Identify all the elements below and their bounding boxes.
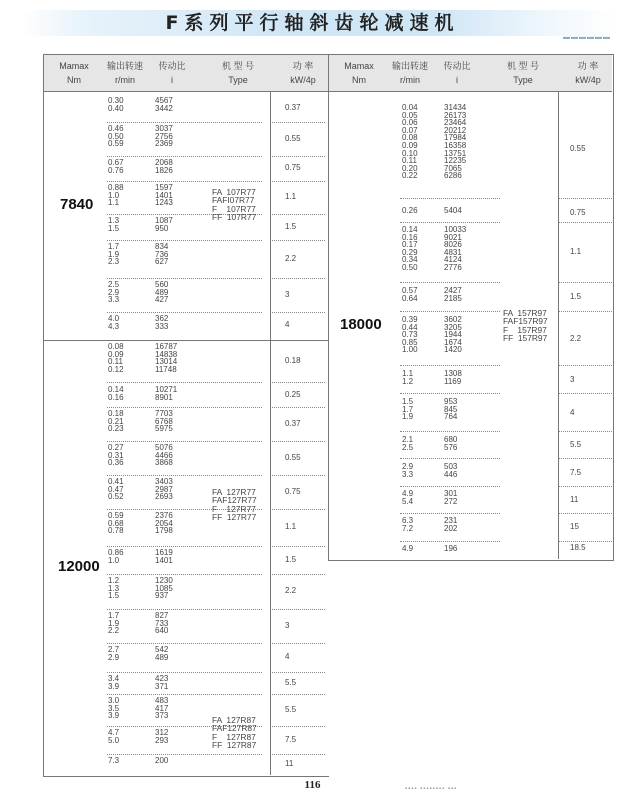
power-cell: 0.75 [570, 207, 586, 217]
group-divider [44, 340, 270, 341]
row-separator [400, 541, 500, 542]
power-separator [559, 541, 612, 542]
ratio-cell: 1308 1169 [444, 369, 462, 386]
row-separator [107, 312, 262, 313]
row-separator [107, 407, 262, 408]
header-type-0-line2: Type [228, 75, 248, 85]
ratio-cell: 312 293 [155, 728, 169, 745]
header-ratio-0 [148, 59, 196, 87]
power-separator [272, 609, 325, 610]
speed-cell: 4.9 [402, 544, 414, 553]
row-separator [400, 198, 500, 199]
power-cell: 18.5 [570, 543, 586, 552]
ratio-cell: 2376 2054 1798 [155, 511, 173, 536]
speed-cell: 0.27 0.31 0.36 [108, 443, 124, 468]
power-separator [559, 198, 612, 199]
ratio-cell: 3403 2987 2693 [155, 477, 173, 502]
power-separator [272, 214, 325, 215]
power-separator [559, 222, 612, 223]
power-cell: 0.55 [285, 133, 301, 143]
power-cell: 1.1 [285, 192, 297, 201]
header-mamax-0 [46, 59, 102, 87]
power-cell: 4 [570, 407, 575, 417]
power-separator [272, 407, 325, 408]
row-separator [107, 754, 262, 755]
row-separator [400, 431, 500, 432]
row-separator [107, 574, 262, 575]
header-speed-1-line1: 输出转速 [391, 61, 428, 71]
power-cell: 0.37 [285, 418, 301, 428]
row-separator [107, 278, 262, 279]
group-divider-power [270, 340, 328, 341]
power-cell: 1.5 [285, 221, 297, 231]
header-ratio-1 [433, 59, 481, 87]
power-cell: 1.5 [285, 554, 297, 564]
power-cell: 11 [570, 494, 579, 504]
power-separator [272, 122, 325, 123]
mamax-value: 12000 [58, 558, 100, 575]
power-cell: 0.55 [285, 452, 301, 462]
ratio-cell: 10271 8901 [155, 385, 178, 402]
power-separator [559, 431, 612, 432]
speed-cell: 0.46 0.50 0.59 [108, 124, 124, 149]
power-separator [272, 156, 325, 157]
row-separator [107, 122, 262, 123]
header-speed-1 [385, 59, 435, 87]
header-type-0-line1: 机 型 号 [221, 61, 254, 71]
power-cell: 0.18 [285, 355, 301, 365]
speed-cell: 0.14 0.16 0.17 0.29 0.34 0.50 [402, 225, 418, 272]
speed-cell: 0.14 0.16 [108, 385, 124, 402]
speed-cell: 4.0 4.3 [108, 314, 120, 331]
type-cell: FA 107R77 FAFI07R77 F 107R77 FF 107R77 [212, 187, 257, 223]
power-separator [272, 574, 325, 575]
header-type-0 [208, 59, 268, 87]
header-mamax-1-line1: Mamax [344, 61, 374, 71]
speed-cell: 1.5 1.7 1.9 [402, 397, 414, 422]
speed-cell: 0.30 0.40 [108, 96, 124, 113]
power-separator [272, 546, 325, 547]
ratio-cell: 196 [444, 544, 458, 553]
header-ratio-1-line1: 传动比 [443, 61, 471, 71]
power-cell: 3 [285, 289, 290, 299]
power-cell: 2.2 [285, 253, 297, 263]
ratio-cell: 542 489 [155, 645, 169, 662]
power-cell: 1.1 [570, 247, 582, 256]
row-separator [400, 513, 500, 514]
header-power-1-line2: kW/4p [575, 75, 601, 85]
power-separator [559, 282, 612, 283]
ratio-cell: 827 733 640 [155, 611, 169, 636]
row-separator [107, 672, 262, 673]
row-separator [107, 643, 262, 644]
ratio-cell: 301 272 [444, 489, 458, 506]
ratio-cell: 2427 2185 [444, 286, 462, 303]
header-mamax-0-line1: Mamax [59, 61, 89, 71]
power-cell: 1.5 [570, 292, 582, 301]
power-column-rule [270, 92, 271, 775]
power-separator [272, 441, 325, 442]
speed-cell: 2.1 2.5 [402, 435, 414, 452]
speed-cell: 1.7 1.9 2.2 [108, 611, 120, 636]
speed-cell: 1.2 1.3 1.5 [108, 576, 120, 601]
power-separator [272, 509, 325, 510]
speed-cell: 0.26 [402, 206, 418, 215]
row-separator [400, 458, 500, 459]
speed-cell: 2.7 2.9 [108, 645, 120, 662]
power-separator [559, 513, 612, 514]
power-cell: 15 [570, 522, 579, 531]
ratio-cell: 1597 1401 1243 [155, 183, 173, 208]
header-power-1 [563, 59, 613, 87]
ratio-cell: 4567 3442 [155, 96, 173, 113]
right-table-frame [328, 54, 614, 561]
speed-cell: 7.3 [108, 756, 120, 765]
header-power-0-line1: 功 率 [292, 61, 314, 71]
row-separator [107, 156, 262, 157]
power-cell: 7.5 [570, 467, 582, 477]
speed-cell: 1.3 1.5 [108, 216, 120, 233]
ratio-cell: 362 333 [155, 314, 169, 331]
header-divider [44, 91, 612, 92]
power-cell: 2.2 [570, 333, 582, 343]
power-cell: 5.5 [570, 440, 582, 449]
ratio-cell: 10033 9021 8026 4831 4124 2776 [444, 225, 467, 272]
power-cell: 2.2 [285, 586, 297, 595]
ratio-cell: 31434 26173 23464 20212 17984 16358 13751 12235 7065 6286 [444, 103, 467, 181]
power-cell: 11 [285, 759, 294, 768]
type-cell: FA 157R97 FAF157R97 F 157R97 FF 157R97 [503, 308, 548, 344]
ratio-cell: 1230 1085 937 [155, 576, 173, 601]
speed-cell: 1.1 1.2 [402, 369, 414, 386]
power-column-rule [558, 92, 559, 559]
ratio-cell: 423 371 [155, 674, 169, 691]
power-separator [272, 643, 325, 644]
speed-cell: 3.0 3.5 3.9 [108, 696, 120, 721]
ratio-cell: 5404 [444, 206, 462, 215]
power-cell: 0.75 [285, 486, 301, 496]
row-separator [400, 222, 500, 223]
power-separator [272, 278, 325, 279]
row-separator [400, 365, 500, 366]
ratio-cell: 953 845 764 [444, 397, 458, 422]
speed-cell: 6.3 7.2 [402, 516, 414, 533]
ratio-cell: 2068 1826 [155, 158, 173, 175]
mamax-value: 7840 [60, 196, 94, 213]
ratio-cell: 5076 4466 3868 [155, 443, 173, 468]
header-power-0 [278, 59, 328, 87]
power-separator [272, 694, 325, 695]
speed-cell: 0.04 0.05 0.06 0.07 0.08 0.09 0.10 0.11 0.20 0.22 [402, 103, 418, 181]
header-type-1-line1: 机 型 号 [506, 61, 539, 71]
speed-cell: 0.18 0.21 0.23 [108, 409, 124, 434]
header-power-0-line2: kW/4p [290, 75, 316, 85]
power-cell: 1.1 [285, 522, 297, 531]
power-separator [272, 754, 325, 755]
type-cell: FA 127R87 FAF127R87 F 127R87 FF 127R87 [212, 715, 257, 751]
speed-cell: 4.9 5.4 [402, 489, 414, 506]
ratio-cell: 1087 950 [155, 216, 173, 233]
row-separator [400, 393, 500, 394]
ratio-cell: 7703 6768 5975 [155, 409, 173, 434]
row-separator [107, 240, 262, 241]
power-separator [559, 365, 612, 366]
speed-cell: 4.7 5.0 [108, 728, 120, 745]
power-separator [559, 393, 612, 394]
type-cell: FA 127R77 FAF127R77 F 127R77 FF 127R77 [212, 487, 257, 523]
ratio-cell: 3602 3205 1944 1674 1420 [444, 315, 462, 355]
row-separator [400, 311, 500, 312]
ratio-cell: 680 576 [444, 435, 458, 452]
page-number: 116 [304, 779, 321, 791]
page-title: F系列平行轴斜齿轮减速机 [165, 12, 460, 34]
power-separator [272, 382, 325, 383]
power-separator [272, 726, 325, 727]
header-speed-0 [100, 59, 150, 87]
speed-cell: 0.86 1.0 [108, 548, 124, 565]
header-type-1 [493, 59, 553, 87]
power-cell: 3 [285, 620, 290, 630]
power-separator [559, 486, 612, 487]
speed-cell: 0.67 0.76 [108, 158, 124, 175]
row-separator [107, 441, 262, 442]
ratio-cell: 560 489 427 [155, 280, 169, 305]
power-separator [272, 181, 325, 182]
power-cell: 0.37 [285, 102, 301, 112]
header-ratio-1-line2: i [456, 75, 458, 85]
row-separator [107, 609, 262, 610]
speed-cell: 0.59 0.68 0.78 [108, 511, 124, 536]
power-cell: 4 [285, 652, 290, 661]
header-mamax-1 [331, 59, 387, 87]
row-separator [400, 486, 500, 487]
header-type-1-line2: Type [513, 75, 533, 85]
ratio-cell: 16787 14838 13014 11748 [155, 342, 178, 374]
row-separator [400, 282, 500, 283]
power-cell: 5.5 [285, 704, 297, 714]
power-cell: 3 [570, 374, 575, 384]
power-cell: 0.25 [285, 389, 301, 399]
speed-cell: 0.57 0.64 [402, 286, 418, 303]
speed-cell: 0.41 0.47 0.52 [108, 477, 124, 502]
power-separator [559, 311, 612, 312]
row-separator [107, 546, 262, 547]
header-speed-0-line1: 输出转速 [106, 61, 143, 71]
power-separator [272, 240, 325, 241]
header-mamax-0-line2: Nm [67, 75, 81, 85]
row-separator [107, 181, 262, 182]
speed-cell: 0.08 0.09 0.11 0.12 [108, 342, 124, 374]
ratio-cell: 483 417 373 [155, 696, 169, 721]
ratio-cell: 503 446 [444, 462, 458, 479]
ratio-cell: 834 736 627 [155, 242, 169, 267]
header-speed-1-line2: r/min [400, 75, 420, 85]
speed-cell: 2.5 2.9 3.3 [108, 280, 120, 305]
speed-cell: 0.39 0.44 0.73 0.85 1.00 [402, 315, 418, 355]
speed-cell: 2.9 3.3 [402, 462, 414, 479]
footer-mark: ▪▪▪▪ ▪▪▪▪▪▪▪▪ ▪▪▪ [405, 786, 458, 792]
speed-cell: 1.7 1.9 2.3 [108, 242, 120, 267]
row-separator [107, 382, 262, 383]
row-separator [107, 694, 262, 695]
header-ratio-0-line2: i [171, 75, 173, 85]
mamax-value: 18000 [340, 316, 382, 333]
ratio-cell: 3037 2756 2369 [155, 124, 173, 149]
power-separator [272, 475, 325, 476]
speed-cell: 3.4 3.9 [108, 674, 120, 691]
title-mark: ▬▬▬▬▬▬ [563, 34, 611, 41]
speed-cell: 0.88 1.0 1.1 [108, 183, 124, 208]
ratio-cell: 231 202 [444, 516, 458, 533]
power-separator [559, 458, 612, 459]
power-cell: 5.5 [285, 677, 297, 687]
row-separator [107, 475, 262, 476]
power-cell: 4 [285, 320, 290, 329]
header-ratio-0-line1: 传动比 [158, 61, 186, 71]
ratio-cell: 200 [155, 756, 169, 765]
header-speed-0-line2: r/min [115, 75, 135, 85]
power-separator [272, 312, 325, 313]
power-cell: 0.75 [285, 163, 301, 172]
power-separator [272, 672, 325, 673]
header-mamax-1-line2: Nm [352, 75, 366, 85]
header-power-1-line1: 功 率 [577, 61, 599, 71]
power-cell: 7.5 [285, 734, 297, 744]
ratio-cell: 1619 1401 [155, 548, 173, 565]
power-cell: 0.55 [570, 144, 586, 153]
